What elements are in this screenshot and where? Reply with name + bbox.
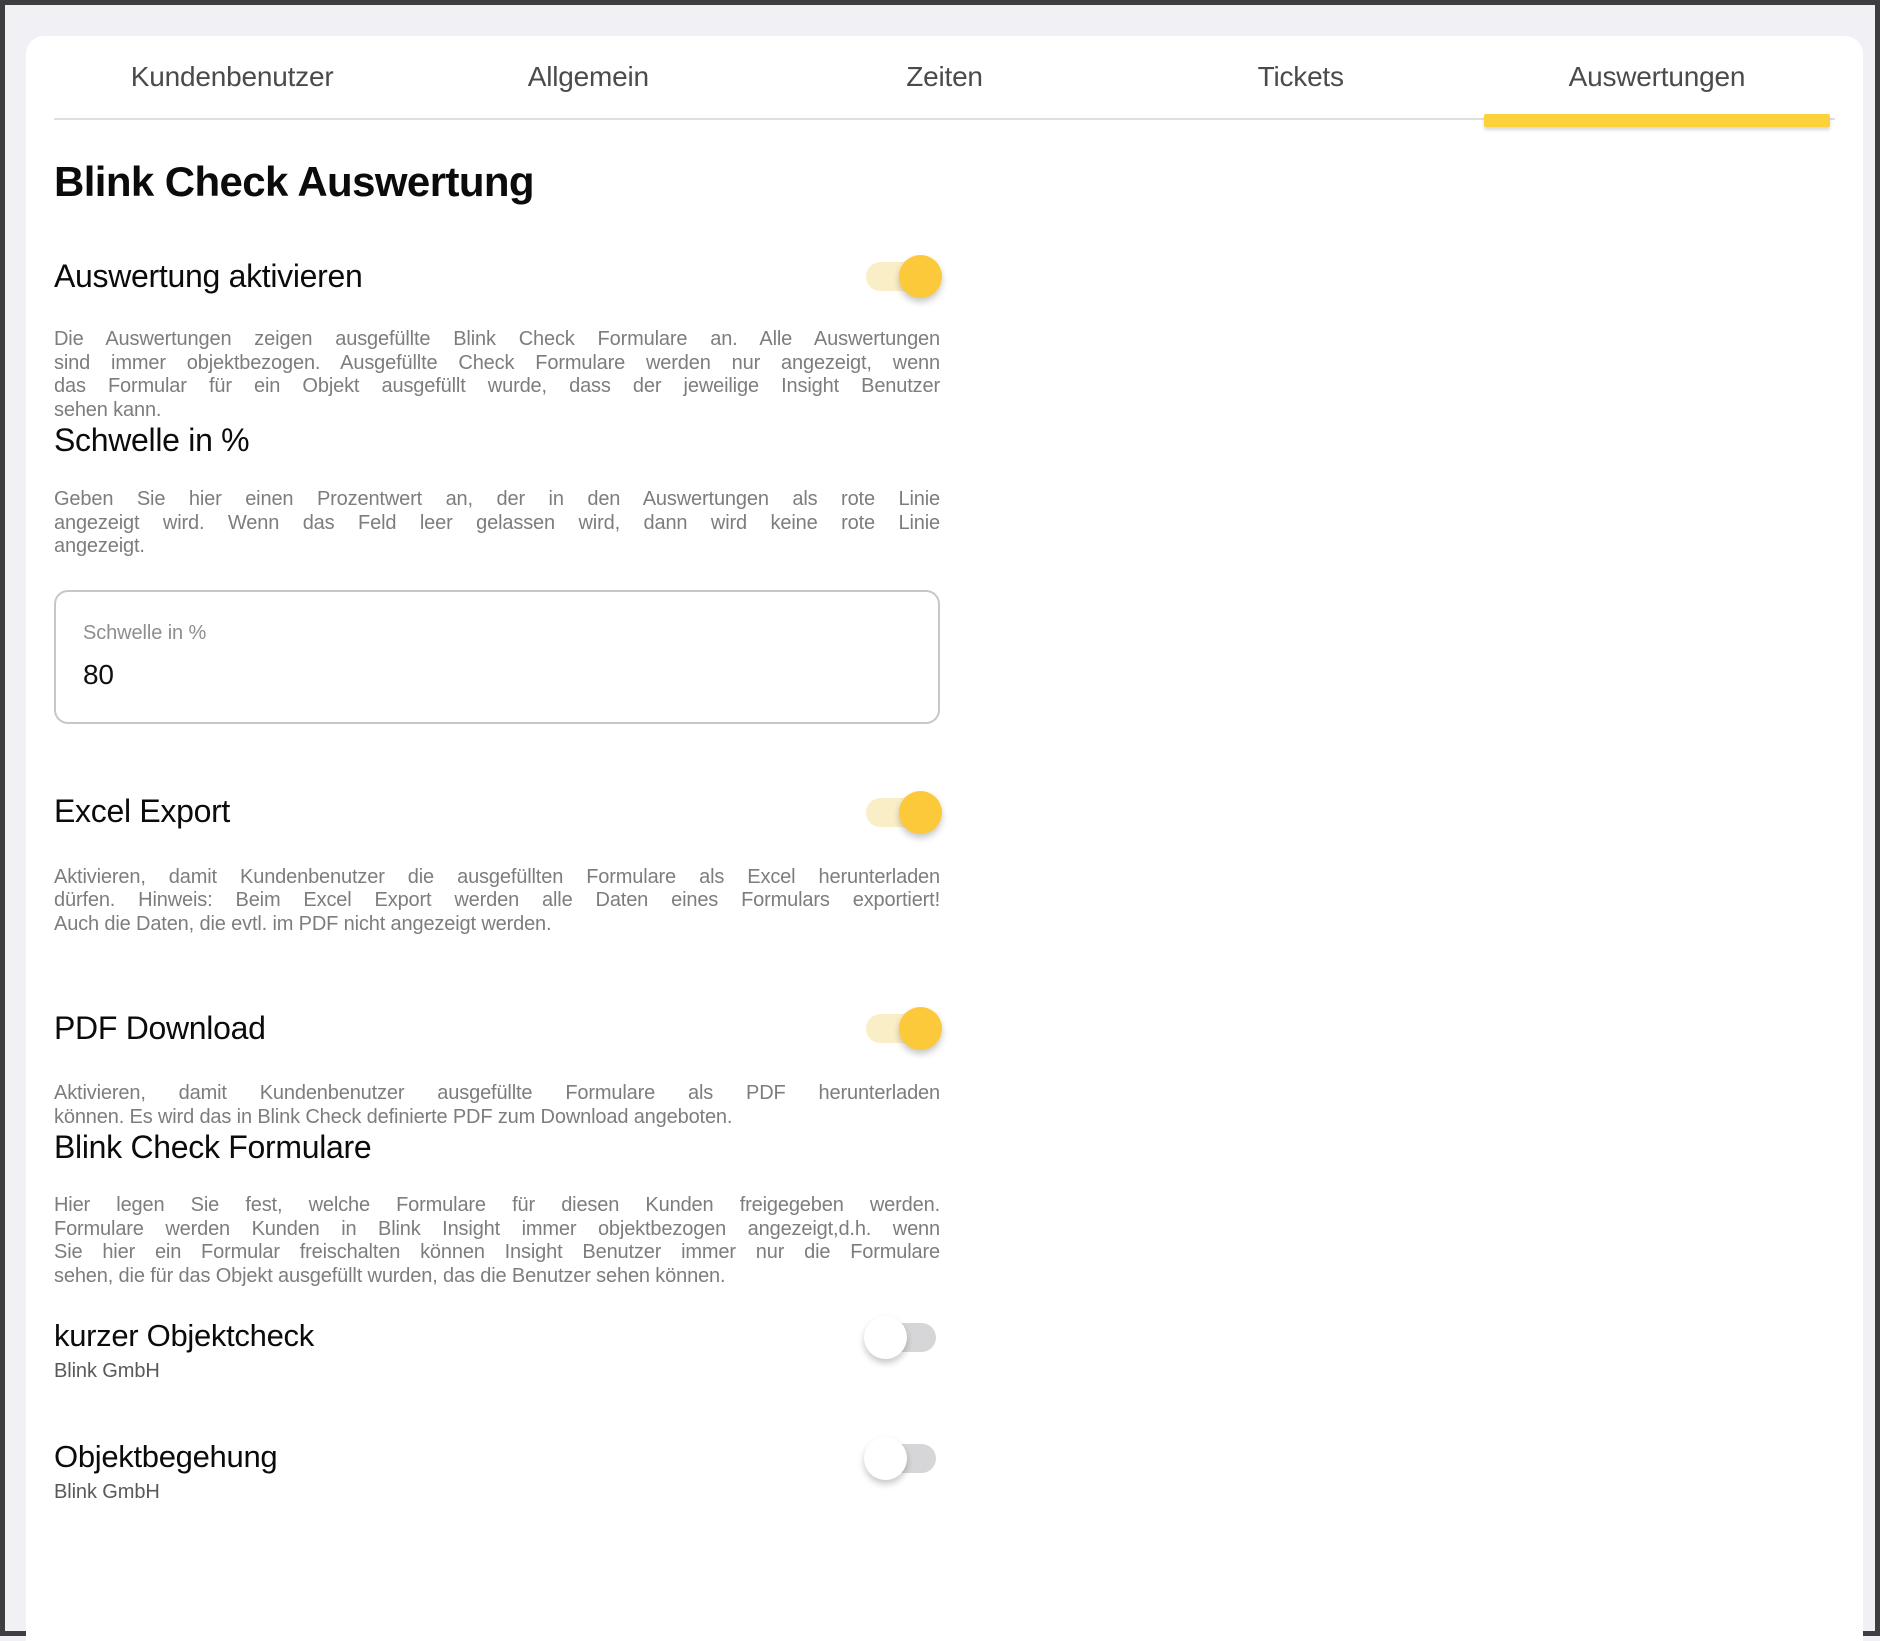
settings-content bbox=[26, 158, 970, 1504]
text-line: angezeigt wird. Wenn das Feld leer gelassen wird, dann wird keine rote Linie bbox=[54, 511, 940, 534]
form-item-texts bbox=[54, 1439, 277, 1504]
excel-description bbox=[54, 866, 940, 937]
text-line: Die Auswertungen zeigen ausgefüllte Blink Check Formulare an. Alle Auswertungen bbox=[54, 328, 940, 350]
page-title: Blink Check Auswertung bbox=[54, 158, 534, 205]
text-line: angezeigt. bbox=[54, 535, 145, 557]
setting-row-auswertung-aktivieren bbox=[54, 254, 940, 298]
form-item-kurzer-objektcheck bbox=[54, 1318, 940, 1383]
tab-tickets[interactable] bbox=[1123, 36, 1479, 118]
toggle-knob bbox=[864, 1316, 907, 1359]
text-line: können. Es wird das in Blink Check definierte PDF zum Download angeboten. bbox=[54, 1105, 733, 1128]
tab-label: Auswertungen bbox=[1568, 61, 1746, 92]
text-line: Sie hier ein Formular freischalten können Insight Benutzer immer nur die Formulare bbox=[54, 1241, 940, 1263]
form-item-subtitle: Blink GmbH bbox=[54, 1481, 160, 1503]
toggle-objektbegehung[interactable] bbox=[866, 1436, 940, 1480]
toggle-knob bbox=[864, 1437, 907, 1480]
form-item-title: kurzer Objektcheck bbox=[54, 1318, 314, 1353]
toggle-excel-export[interactable] bbox=[866, 790, 940, 834]
toggle-auswertung-aktivieren[interactable] bbox=[866, 254, 940, 298]
active-tab-indicator bbox=[1484, 114, 1830, 127]
tab-auswertungen[interactable] bbox=[1479, 36, 1835, 118]
tab-label: Tickets bbox=[1257, 61, 1344, 92]
form-item-objektbegehung bbox=[54, 1439, 940, 1504]
tab-kundenbenutzer[interactable] bbox=[54, 36, 410, 118]
settings-card bbox=[26, 36, 1863, 1641]
schwelle-input-value: 80 bbox=[83, 659, 114, 690]
schwelle-input-label: Schwelle in % bbox=[83, 622, 207, 644]
text-line: sehen, die für das Objekt ausgefüllt wurden, das die Benutzer sehen können. bbox=[54, 1264, 726, 1287]
tab-allgemein[interactable] bbox=[410, 36, 766, 118]
text-line: Auch die Daten, die evtl. im PDF nicht angezeigt werden. bbox=[54, 912, 552, 935]
tab-zeiten[interactable] bbox=[766, 36, 1122, 118]
text-line: sehen kann. bbox=[54, 398, 162, 421]
formulare-description bbox=[54, 1194, 940, 1288]
text-line: Formulare werden Kunden in Blink Insight immer objektbezogen angezeigt,d.h. wenn bbox=[54, 1217, 940, 1240]
auswertung-description bbox=[54, 328, 940, 422]
toggle-knob bbox=[899, 1007, 942, 1050]
tab-bar bbox=[54, 36, 1835, 120]
form-item-subtitle: Blink GmbH bbox=[54, 1360, 160, 1382]
setting-row-pdf-download bbox=[54, 1006, 940, 1050]
schwelle-input[interactable] bbox=[54, 590, 940, 724]
text-line: sind immer objektbezogen. Ausgefüllte Check Formulare werden nur angezeigt, wenn bbox=[54, 351, 940, 374]
tab-label: Kundenbenutzer bbox=[130, 61, 334, 92]
text-line: Geben Sie hier einen Prozentwert an, der in den Auswertungen als rote Linie bbox=[54, 488, 940, 510]
toggle-kurzer-objektcheck[interactable] bbox=[866, 1315, 940, 1359]
text-line: Aktivieren, damit Kundenbenutzer ausgefüllte Formulare als PDF herunterladen bbox=[54, 1082, 940, 1104]
toggle-knob bbox=[899, 255, 942, 298]
setting-label-pdf-download: PDF Download bbox=[54, 1009, 266, 1046]
formulare-heading: Blink Check Formulare bbox=[54, 1129, 372, 1165]
setting-label-auswertung-aktivieren: Auswertung aktivieren bbox=[54, 257, 363, 294]
schwelle-heading: Schwelle in % bbox=[54, 422, 250, 458]
text-line: das Formular für ein Objekt ausgefüllt wurde, dass der jeweilige Insight Benutzer bbox=[54, 375, 940, 397]
pdf-description bbox=[54, 1082, 940, 1129]
schwelle-description bbox=[54, 488, 940, 559]
setting-row-excel-export bbox=[54, 790, 940, 834]
toggle-knob bbox=[899, 791, 942, 834]
text-line: dürfen. Hinweis: Beim Excel Export werden alle Daten eines Formulars exportiert! bbox=[54, 889, 940, 911]
tab-label: Zeiten bbox=[906, 61, 983, 92]
toggle-pdf-download[interactable] bbox=[866, 1006, 940, 1050]
form-item-title: Objektbegehung bbox=[54, 1439, 278, 1474]
tab-label: Allgemein bbox=[527, 61, 649, 92]
form-item-texts bbox=[54, 1318, 314, 1383]
text-line: Aktivieren, damit Kundenbenutzer die ausgefüllten Formulare als Excel herunterladen bbox=[54, 865, 940, 888]
text-line: Hier legen Sie fest, welche Formulare für diesen Kunden freigegeben werden. bbox=[54, 1194, 940, 1216]
setting-label-excel-export: Excel Export bbox=[54, 793, 231, 829]
